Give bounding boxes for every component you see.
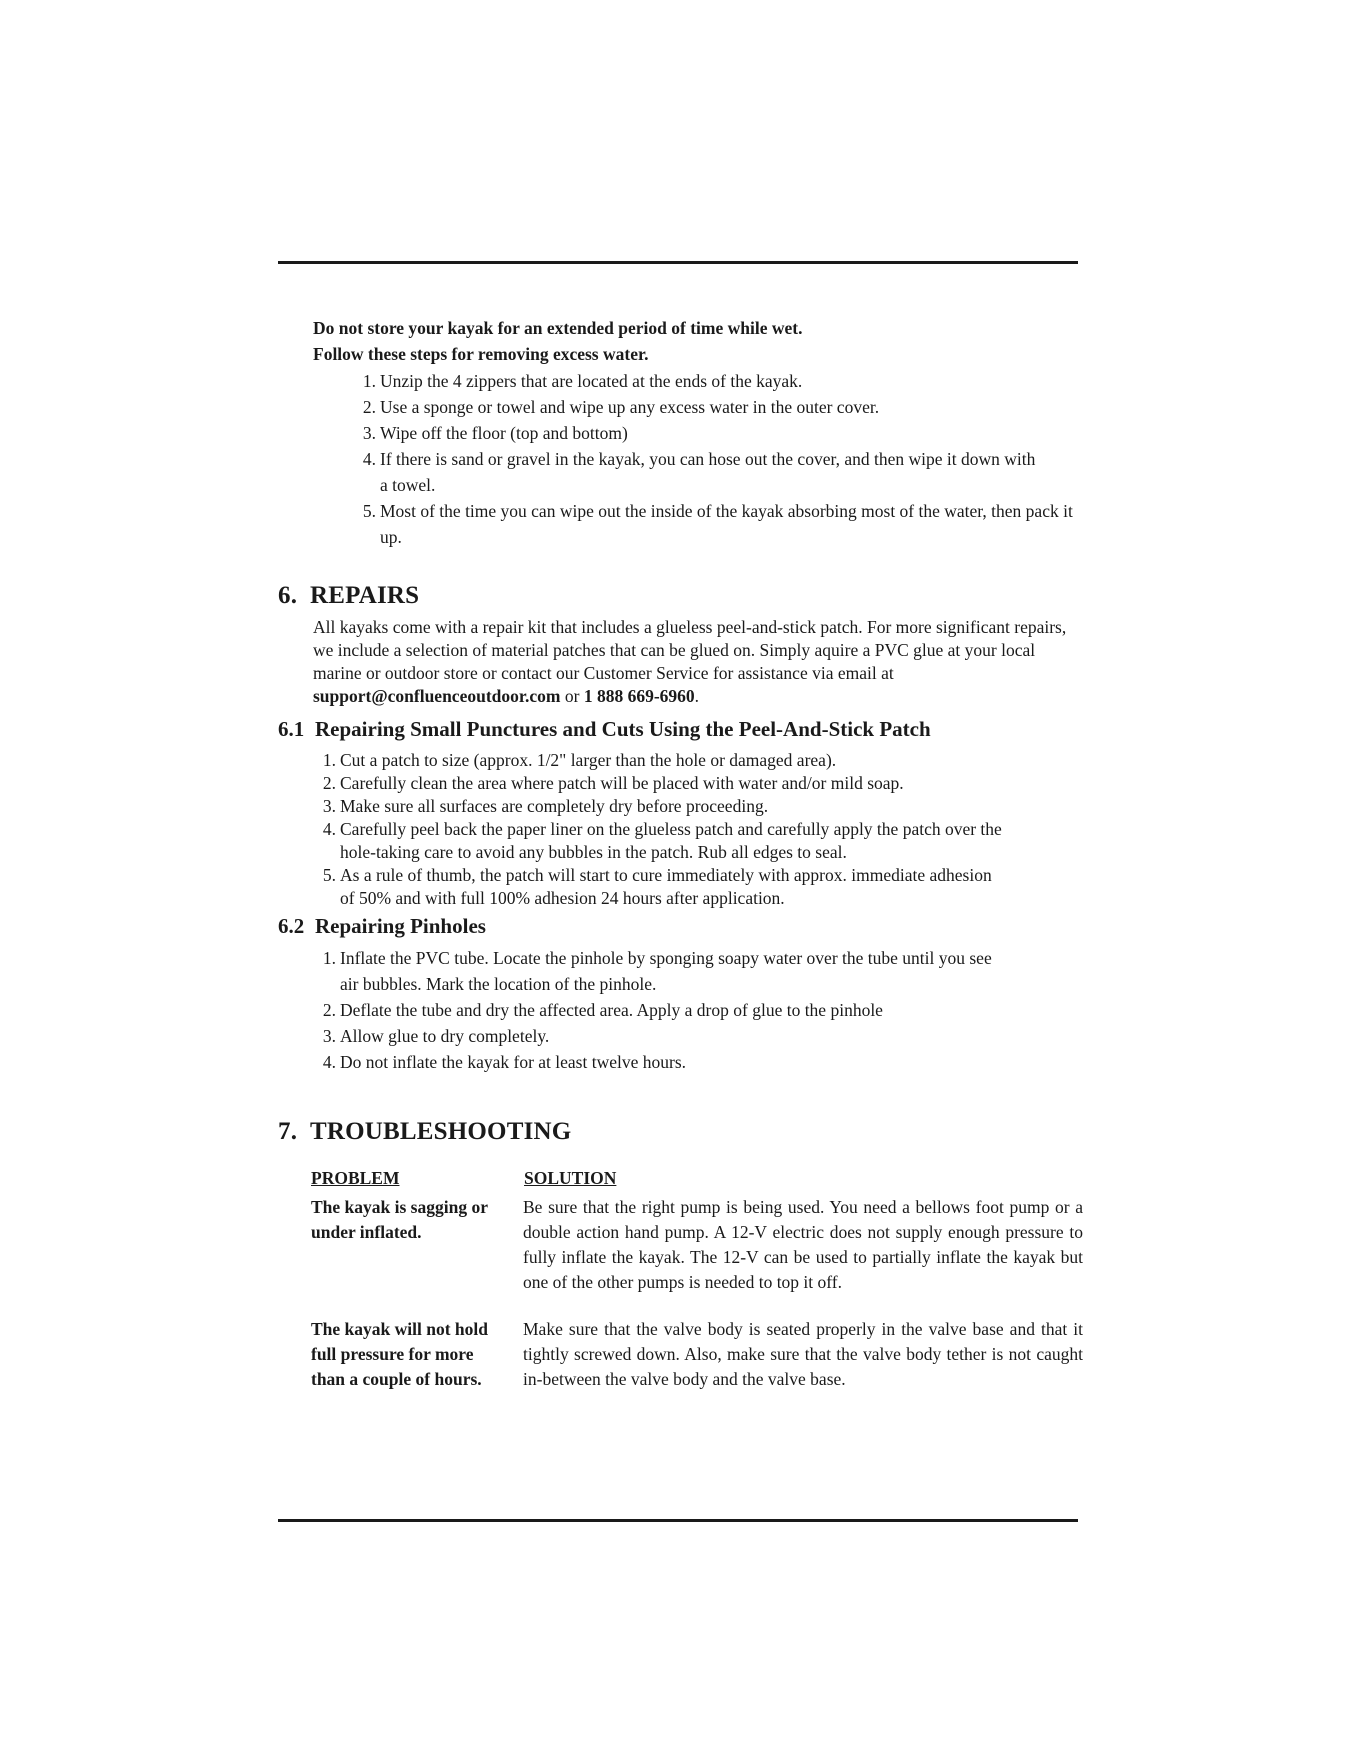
list-item: 2. Deflate the tube and dry the affected area. Apply a drop of glue to the pinhole xyxy=(322,1000,883,1020)
top-rule xyxy=(278,261,1078,264)
list-item: 5. Most of the time you can wipe out the inside of the kayak absorbing most of the water, then pack it up. xyxy=(362,501,1073,547)
solution-cell: Make sure that the valve body is seated properly in the valve base and that it tightly screwed down. Also, make sure that the valve body tether is not caught in-between the valve body and the valve base. xyxy=(523,1319,1083,1389)
section-heading-repairs: 6. REPAIRS xyxy=(278,582,420,609)
subsection-heading-6-2: 6.2 Repairing Pinholes xyxy=(278,914,486,938)
storage-steps xyxy=(362,368,1080,550)
list-item: 3. Make sure all surfaces are completely dry before proceeding. xyxy=(322,796,769,816)
problem-cell: The kayak will not hold full pressure for more than a couple of hours. xyxy=(311,1319,488,1389)
solution-column-header: SOLUTION xyxy=(524,1168,617,1188)
list-item: 2. Carefully clean the area where patch will be placed with water and/or mild soap. xyxy=(322,773,904,793)
list-item: 1. Unzip the 4 zippers that are located at the ends of the kayak. xyxy=(362,371,803,391)
patch-steps xyxy=(322,749,1020,910)
support-email: support@confluenceoutdoor.com xyxy=(313,686,561,706)
storage-warning: Do not store your kayak for an extended period of time while wet. xyxy=(313,318,803,338)
solution-cell: Be sure that the right pump is being used. You need a bellows foot pump or a double action hand pump. A 12-V electric does not supply enough pressure to fully inflate the kayak. The 12-V can be used to partially inflate the kayak but one of the other pumps is needed to top it off. xyxy=(523,1197,1083,1292)
subsection-heading-6-1: 6.1 Repairing Small Punctures and Cuts Using the Peel-And-Stick Patch xyxy=(278,717,931,741)
problem-column-header: PROBLEM xyxy=(311,1168,400,1188)
list-item: 1. Inflate the PVC tube. Locate the pinhole by sponging soapy water over the tube until you see air bubbles. Mark the location of the pinhole. xyxy=(322,948,992,994)
list-item: 2. Use a sponge or towel and wipe up any excess water in the outer cover. xyxy=(362,397,880,417)
repairs-intro: All kayaks come with a repair kit that includes a glueless peel-and-stick patch. For more significant repairs, we include a selection of material patches that can be glued on. Simply aquire a PVC glue at your local marine or outdoor store or contact our Customer Service for assistance via email at support@confluenceoutdoor.com or 1 888 669-6960. xyxy=(313,617,1067,706)
list-item: 4. Do not inflate the kayak for at least twelve hours. xyxy=(322,1052,687,1072)
list-item: 4. If there is sand or gravel in the kayak, you can hose out the cover, and then wipe it down with a towel. xyxy=(362,449,1036,495)
bottom-rule xyxy=(278,1519,1078,1522)
pinhole-steps xyxy=(322,945,1020,1075)
list-item: 3. Wipe off the floor (top and bottom) xyxy=(362,423,628,443)
list-item: 3. Allow glue to dry completely. xyxy=(322,1026,550,1046)
problem-cell: The kayak is sagging or under inflated. xyxy=(311,1197,488,1242)
list-item: 4. Carefully peel back the paper liner on the glueless patch and carefully apply the patch over the hole-taking care to avoid any bubbles in the patch. Rub all edges to seal. xyxy=(322,819,1002,862)
list-item: 1. Cut a patch to size (approx. 1/2" larger than the hole or damaged area). xyxy=(322,750,837,770)
list-item: 5. As a rule of thumb, the patch will start to cure immediately with approx. immediate adhesion of 50% and with full 100% adhesion 24 hours after application. xyxy=(322,865,992,908)
section-heading-troubleshooting: 7. TROUBLESHOOTING xyxy=(278,1118,572,1145)
support-phone: 1 888 669-6960 xyxy=(583,686,695,706)
storage-intro: Follow these steps for removing excess water. xyxy=(313,344,649,364)
